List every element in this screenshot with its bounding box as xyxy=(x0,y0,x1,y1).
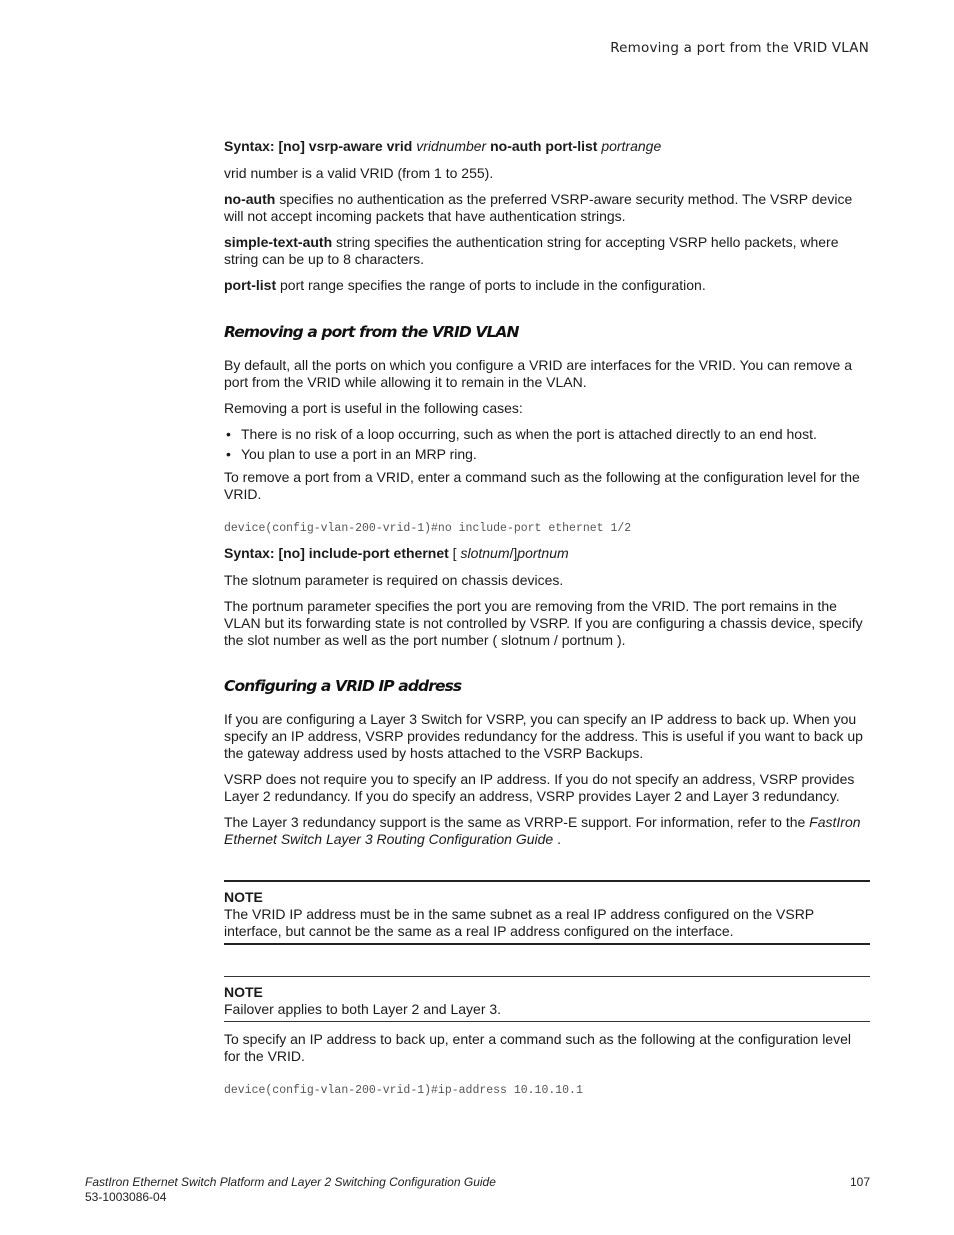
note-text: Failover applies to both Layer 2 and Layer 3. xyxy=(224,1001,502,1017)
note-text: The VRID IP address must be in the same subnet as a real IP address configured on the VSRP interface, but cannot be the same as a real IP address configured on the interface. xyxy=(224,906,814,939)
vrid-ip-command-intro: To specify an IP address to back up, enter a command such as the following at the configuration level for the VRID. xyxy=(224,1031,851,1064)
remove-port-cases-intro: Removing a port is useful in the following cases: xyxy=(224,400,523,416)
bullet-icon: • xyxy=(226,446,231,462)
vrid-ip-layer3-reference: The Layer 3 redundancy support is the same as VRRP-E support. For information, refer to the FastIron Ethernet Switch Layer 3 Routing Configuration Guide . xyxy=(224,814,861,847)
syntax-include-port: Syntax: [no] include-port ethernet [ slotnum/]portnum xyxy=(224,545,569,561)
footer-guide-title: FastIron Ethernet Switch Platform and Layer 2 Switching Configuration Guide xyxy=(85,1175,496,1189)
section-heading-remove-port: Removing a port from the VRID VLAN xyxy=(224,323,519,341)
page-footer xyxy=(85,1175,870,1205)
simple-text-auth-description: simple-text-auth string specifies the authentication string for accepting VSRP hello packets, where string can be up to 8 characters. xyxy=(224,234,839,267)
list-item: • You plan to use a port in an MRP ring. xyxy=(226,446,477,462)
guide-reference: FastIron Ethernet Switch Layer 3 Routing Configuration Guide xyxy=(224,814,861,847)
no-auth-description: no-auth specifies no authentication as the preferred VSRP-aware security method. The VSRP device will not accept incoming packets that have authentication strings. xyxy=(224,191,853,224)
footer-doc-number: 53-1003086-04 xyxy=(85,1190,167,1204)
note-label: NOTE xyxy=(224,984,263,1000)
running-header: Removing a port from the VRID VLAN xyxy=(610,40,869,56)
page-body xyxy=(224,138,870,1098)
note-box-subnet xyxy=(224,880,870,945)
vrid-ip-code-example: device(config-vlan-200-vrid-1)#ip-address 10.10.10.1 xyxy=(224,1084,583,1097)
remove-port-code-example: device(config-vlan-200-vrid-1)#no include-port ethernet 1/2 xyxy=(224,522,632,535)
syntax-vsrp-aware: Syntax: [no] vsrp-aware vrid vridnumber no-auth port-list portrange xyxy=(224,138,662,154)
vrid-ip-intro: If you are configuring a Layer 3 Switch for VSRP, you can specify an IP address to back up. When you specify an IP address, VSRP provides redundancy for the address. This is useful if you want to back up the gateway address used by hosts attached to the VSRP Backups. xyxy=(224,711,863,761)
portnum-description: The portnum parameter specifies the port you are removing from the VRID. The port remains in the VLAN but its forwarding state is not controlled by VSRP. If you are configuring a chassis device, specify the slot number as well as the port number ( slotnum / portnum ). xyxy=(224,598,863,648)
remove-port-intro: By default, all the ports on which you configure a VRID are interfaces for the VRID. You can remove a port from the VRID while allowing it to remain in the VLAN. xyxy=(224,357,853,390)
port-list-description: port-list port range specifies the range of ports to include in the configuration. xyxy=(224,277,706,293)
remove-port-command-intro: To remove a port from a VRID, enter a command such as the following at the configuration level for the VRID. xyxy=(224,469,860,502)
vrid-number-description: vrid number is a valid VRID (from 1 to 255). xyxy=(224,165,494,181)
slotnum-description: The slotnum parameter is required on chassis devices. xyxy=(224,572,564,588)
remove-port-cases-list xyxy=(224,426,870,463)
note-box-failover xyxy=(224,976,870,1022)
bullet-icon: • xyxy=(226,426,231,442)
vrid-ip-redundancy: VSRP does not require you to specify an IP address. If you do not specify an address, VSRP provides Layer 2 redundancy. If you do specify an address, VSRP provides Layer 2 and Layer 3 redundancy. xyxy=(224,771,855,804)
section-heading-vrid-ip: Configuring a VRID IP address xyxy=(224,677,462,695)
page-number: 107 xyxy=(849,1175,870,1189)
list-item: • There is no risk of a loop occurring, such as when the port is attached directly to an end host. xyxy=(226,426,817,442)
note-label: NOTE xyxy=(224,889,263,905)
